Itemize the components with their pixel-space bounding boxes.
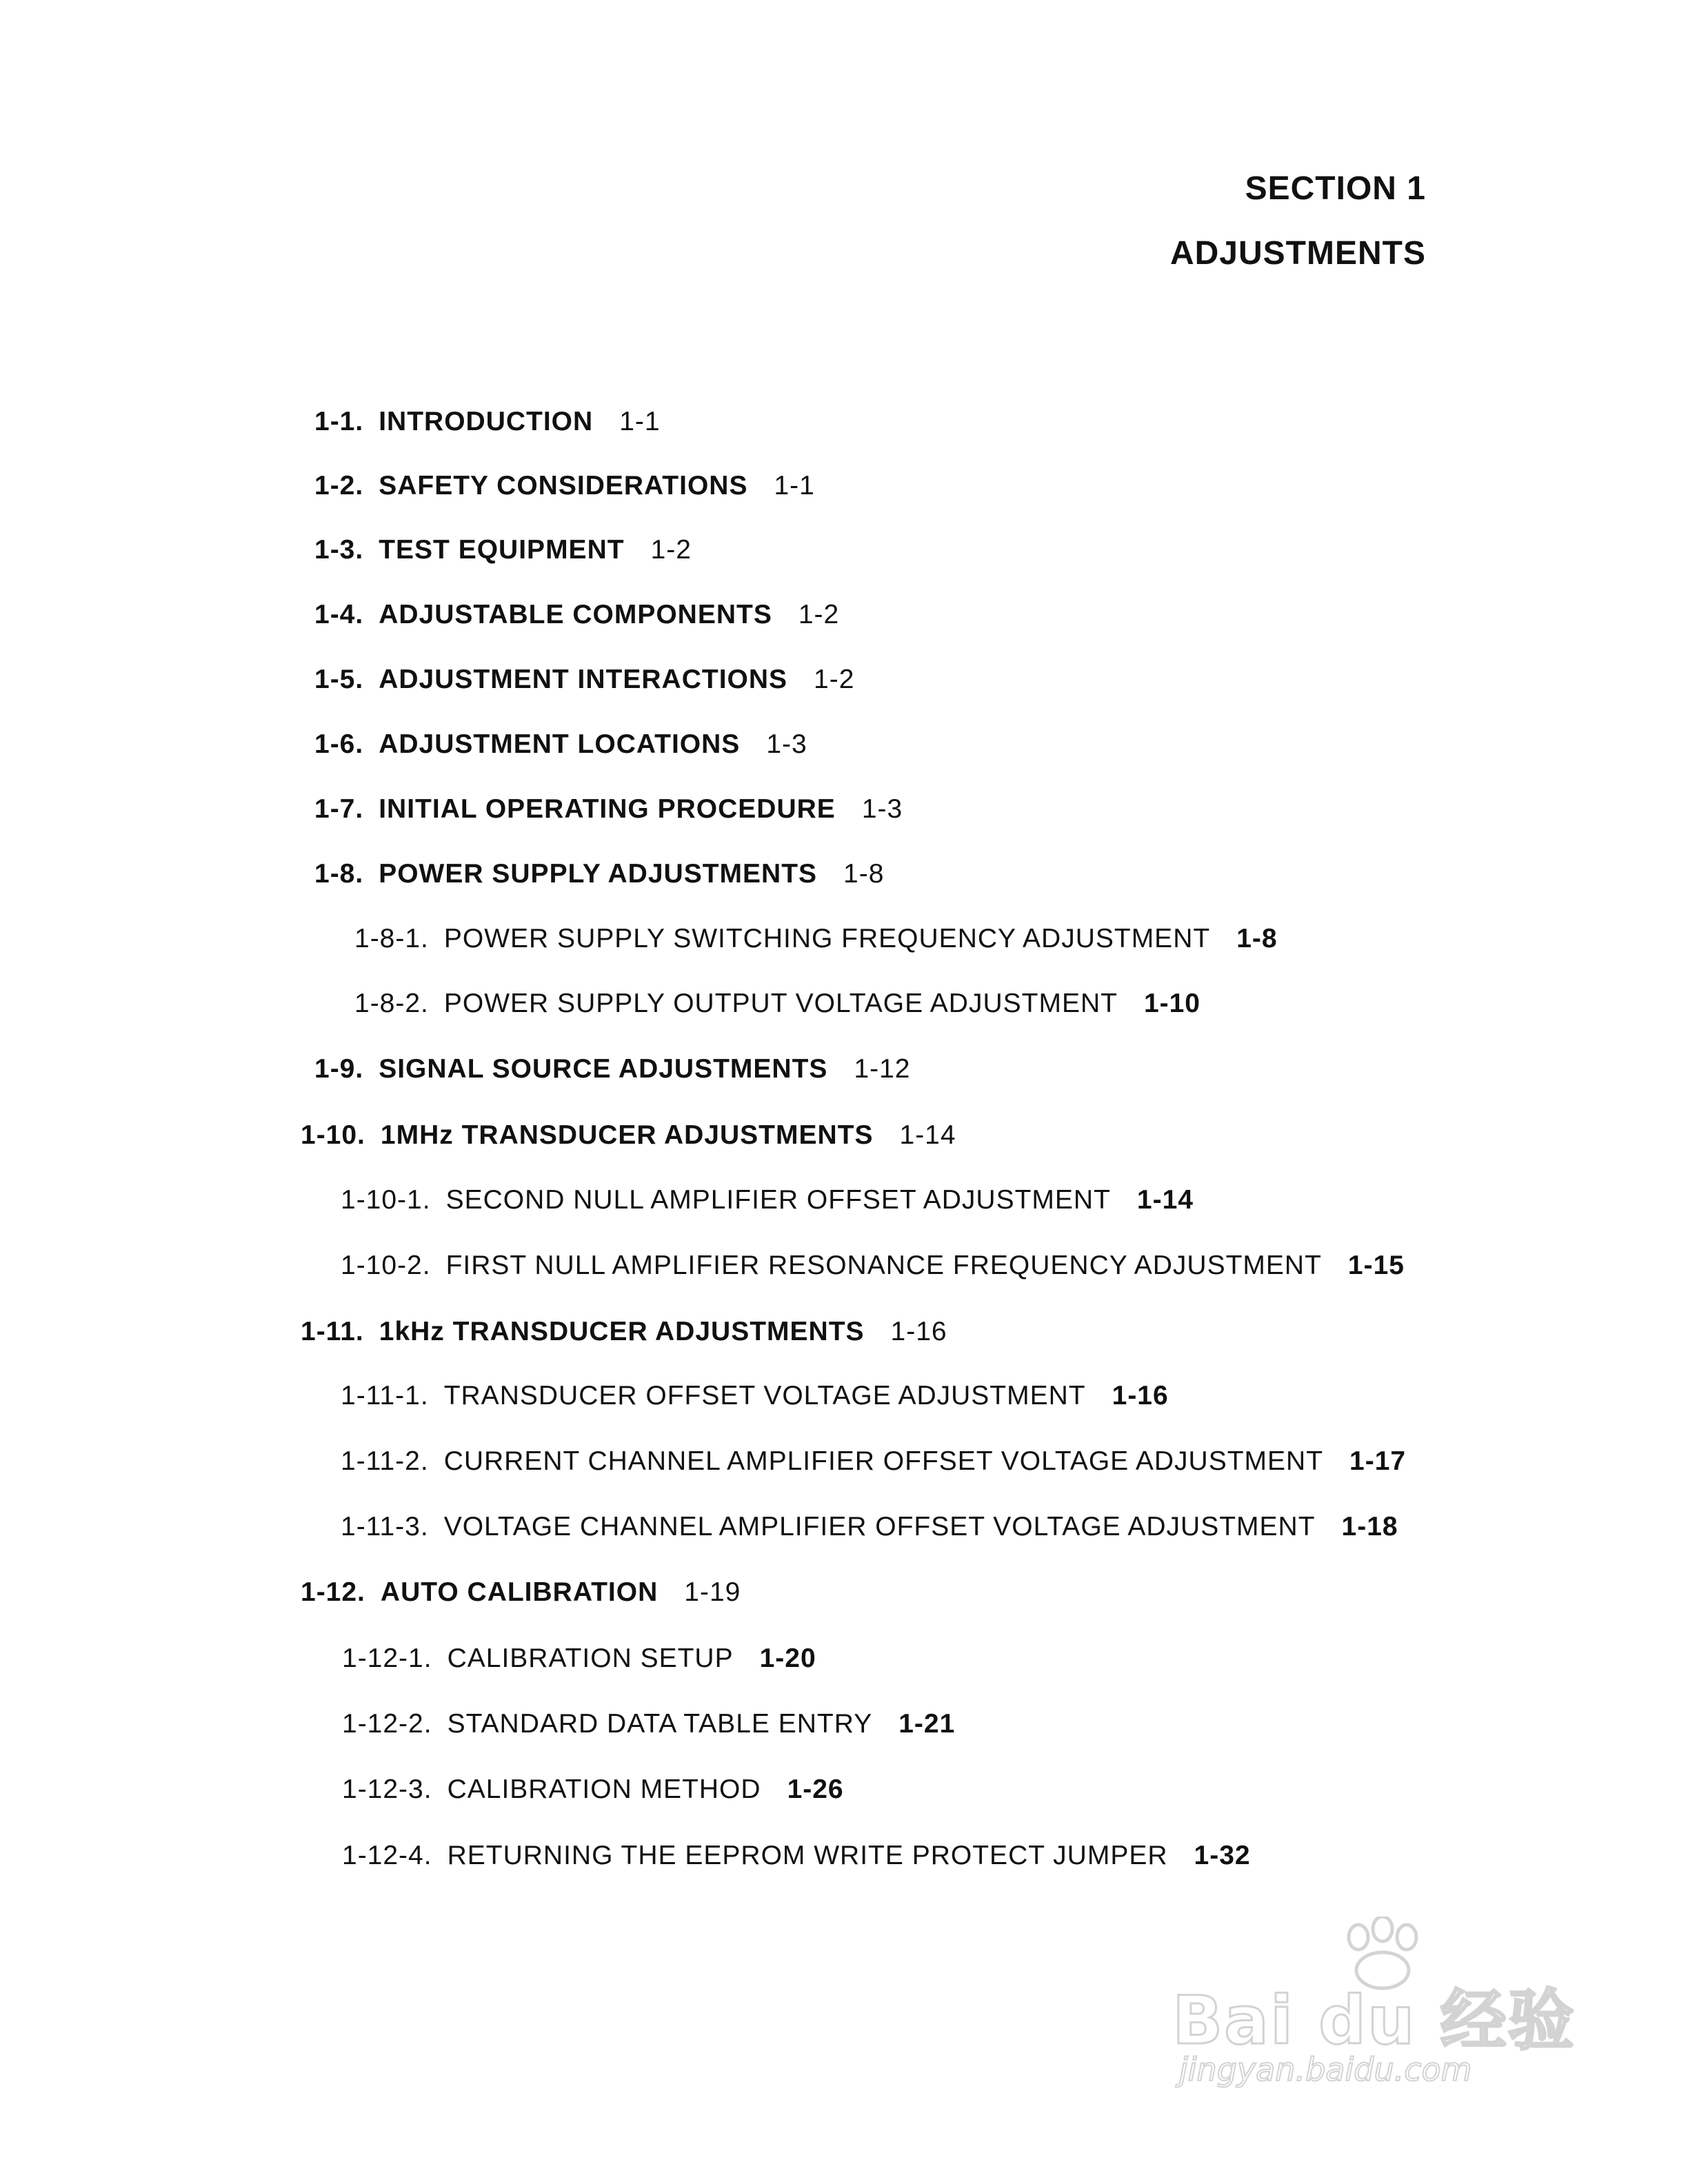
toc-entry [314,796,903,822]
toc-entry-page: 1-15 [1347,1251,1405,1280]
toc-entry-page: 1-21 [898,1709,956,1739]
toc-entry-number: 1-11. [301,1317,364,1346]
toc-subentry [341,1448,1406,1475]
watermark-logo: Bai du 经验 [1172,1982,1576,2059]
toc-entry [314,601,839,628]
toc-subentry [341,1186,1194,1213]
toc-entry [301,1122,956,1149]
toc-entry-number: 1-9. [314,1054,364,1084]
toc-entry-page: 1-32 [1194,1841,1251,1870]
toc-entry-title: SECOND NULL AMPLIFIER OFFSET ADJUSTMENT [445,1185,1111,1215]
watermark-url: jingyan.baidu.com [1179,2051,1472,2088]
toc-entry-number: 1-3. [314,535,364,565]
toc-entry-page: 1-1 [774,471,815,501]
toc-entry-page: 1-2 [798,600,840,629]
toc-entry-title: ADJUSTABLE COMPONENTS [379,600,772,629]
toc-entry-page: 1-2 [650,535,692,565]
toc-entry-title: RETURNING THE EEPROM WRITE PROTECT JUMPER [447,1841,1168,1870]
toc-entry-number: 1-10-2. [341,1251,431,1280]
toc-subentry [341,1382,1169,1409]
toc-entry-title: POWER SUPPLY ADJUSTMENTS [379,859,818,889]
toc-entry-number: 1-12-1. [342,1644,432,1673]
toc-entry-page: 1-17 [1349,1446,1407,1476]
toc-entry-title: CALIBRATION METHOD [447,1775,761,1804]
toc-entry-page: 1-26 [787,1775,844,1804]
toc-entry-title: VOLTAGE CHANNEL AMPLIFIER OFFSET VOLTAGE ADJUSTMENT [443,1512,1316,1541]
toc-entry-title: AUTO CALIBRATION [380,1577,659,1607]
toc-entry-title: TRANSDUCER OFFSET VOLTAGE ADJUSTMENT [443,1381,1086,1410]
toc-entry [314,1055,911,1082]
toc-entry-number: 1-1. [314,407,364,436]
toc-entry-number: 1-11-3. [341,1512,429,1541]
toc-entry-number: 1-8. [314,859,364,889]
toc-entry [314,536,692,563]
toc-entry-page: 1-8 [1236,924,1278,953]
toc-entry-title: 1MHz TRANSDUCER ADJUSTMENTS [380,1120,874,1150]
toc-entry-title: SAFETY CONSIDERATIONS [379,471,748,501]
toc-entry-title: 1kHz TRANSDUCER ADJUSTMENTS [379,1317,865,1346]
toc-entry-title: FIRST NULL AMPLIFIER RESONANCE FREQUENCY ADJUSTMENT [445,1251,1322,1280]
toc-entry-number: 1-12-3. [342,1775,432,1804]
toc-entry-page: 1-2 [814,665,855,694]
toc-subentry [342,1645,816,1672]
toc-entry-title: INTRODUCTION [379,407,594,436]
toc-entry-page: 1-8 [843,859,885,889]
toc-entry-number: 1-8-1. [354,924,429,953]
toc-entry-page: 1-3 [766,729,807,759]
toc-entry-page: 1-14 [899,1120,956,1150]
toc-entry-title: CALIBRATION SETUP [447,1644,734,1673]
toc-entry-page: 1-18 [1341,1512,1398,1541]
toc-entry-number: 1-10. [301,1120,365,1150]
toc-entry [314,666,854,693]
toc-entry-number: 1-6. [314,729,364,759]
toc-subentry [341,1513,1398,1540]
toc-subentry [342,1776,844,1803]
baidu-watermark [1172,1917,1579,2096]
toc-entry-number: 1-7. [314,794,364,824]
toc-subentry [354,925,1278,952]
toc-entry [314,860,884,887]
toc-entry-number: 1-12-4. [342,1841,432,1870]
toc-entry-title: SIGNAL SOURCE ADJUSTMENTS [379,1054,828,1084]
toc-entry [301,1579,741,1606]
toc-entry [301,1318,947,1345]
toc-entry-page: 1-1 [619,407,661,436]
toc-subentry [341,1252,1405,1279]
toc-entry-title: ADJUSTMENT LOCATIONS [379,729,741,759]
toc-entry-number: 1-8-2. [354,989,429,1018]
toc-entry [314,731,807,758]
toc-entry-page: 1-14 [1136,1185,1194,1215]
toc-entry-title: ADJUSTMENT INTERACTIONS [379,665,788,694]
toc-entry-number: 1-11-1. [341,1381,429,1410]
toc-subentry [342,1710,955,1737]
toc-entry-number: 1-2. [314,471,364,501]
toc-subentry [342,1842,1251,1869]
toc-entry [314,472,815,499]
toc-subentry [354,990,1200,1017]
toc-entry-title: POWER SUPPLY OUTPUT VOLTAGE ADJUSTMENT [443,989,1118,1018]
toc-entry-page: 1-12 [854,1054,911,1084]
toc-entry-number: 1-5. [314,665,364,694]
toc-entry-title: STANDARD DATA TABLE ENTRY [447,1709,873,1739]
toc-entry-page: 1-20 [759,1644,816,1673]
toc-entry-number: 1-12. [301,1577,365,1607]
toc-entry-title: POWER SUPPLY SWITCHING FREQUENCY ADJUSTMENT [443,924,1211,953]
toc-entry-page: 1-3 [861,794,903,824]
toc-entry-title: INITIAL OPERATING PROCEDURE [379,794,836,824]
toc-entry-title: CURRENT CHANNEL AMPLIFIER OFFSET VOLTAGE ADJUSTMENT [443,1446,1324,1476]
section-number: SECTION 1 [1245,170,1426,207]
toc-entry-number: 1-12-2. [342,1709,432,1739]
toc-entry-number: 1-4. [314,600,364,629]
toc-entry-page: 1-16 [890,1317,947,1346]
toc-entry-page: 1-10 [1143,989,1200,1018]
toc-entry-title: TEST EQUIPMENT [379,535,625,565]
section-title: ADJUSTMENTS [1169,235,1426,272]
toc-entry-number: 1-10-1. [341,1185,431,1215]
toc-entry-page: 1-16 [1112,1381,1169,1410]
toc-entry [314,408,661,435]
toc-entry-number: 1-11-2. [341,1446,429,1476]
toc-entry-page: 1-19 [684,1577,741,1607]
